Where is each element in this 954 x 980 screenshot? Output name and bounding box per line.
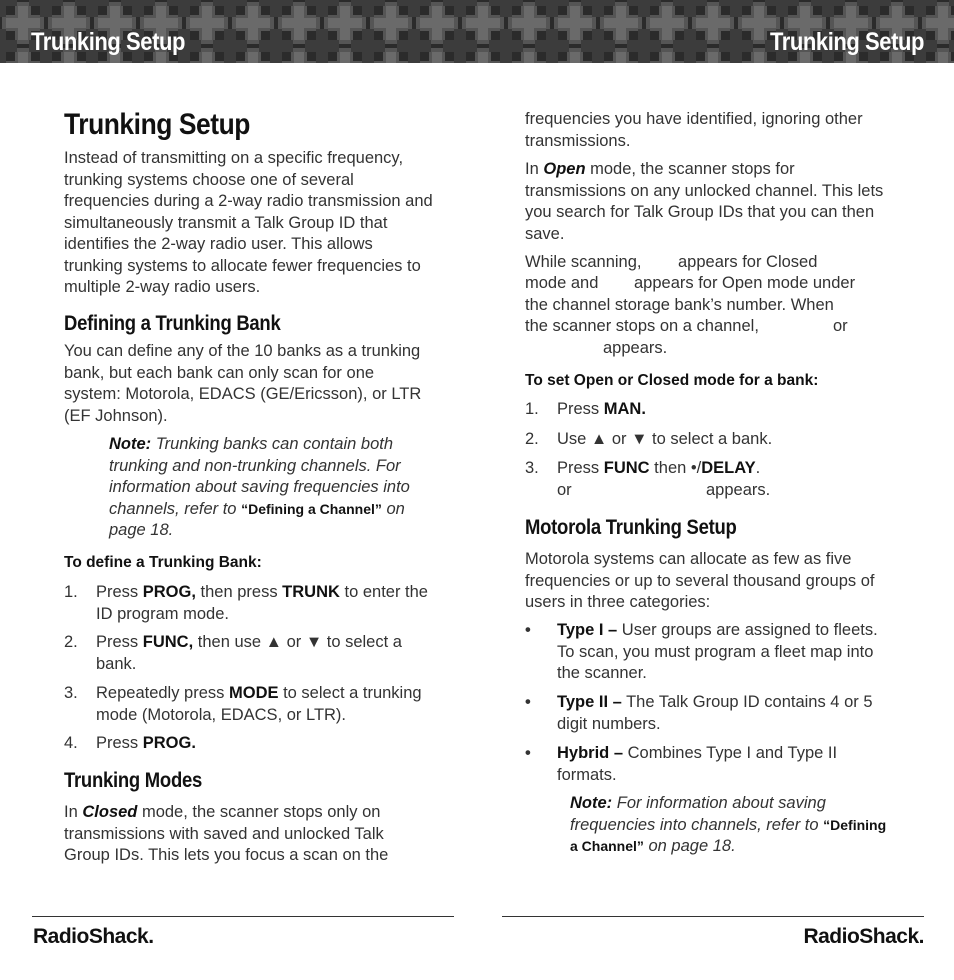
radioshack-logo-right: RadioShack. — [803, 925, 924, 948]
note-label: Note: — [109, 435, 152, 453]
key-trunk: TRUNK — [282, 583, 340, 601]
defining-bank-paragraph: You can define any of the 10 banks as a trunking bank, but each bank can only scan for one system: Motorola, EDACS (GE/Ericsson), or LTR (EF Johnson). — [64, 342, 422, 425]
intro-paragraph: Instead of transmitting on a specific frequency, trunking systems choose one of several frequencies during a 2-way radio transmission and simultaneously transmit a Talk Group ID that identifies the 2-way radio user. This allows trunking systems to allocate fewer frequencies to multiple 2-way radio users. — [64, 149, 433, 296]
header-title-left: Trunking Setup — [31, 28, 185, 56]
mode-step-2 — [525, 429, 895, 451]
mode-step-1 — [525, 399, 895, 421]
open-mode-paragraph: In Open mode, the scanner stops for transmissions on any unlocked channel. This lets you search for Talk Group IDs that you can then save. — [525, 160, 884, 243]
step-number: 4. — [64, 734, 78, 752]
note-text: For information about saving frequencies into channels, refer to — [570, 794, 826, 834]
note-suffix: on page 18. — [643, 837, 736, 855]
step-number: 1. — [525, 400, 539, 418]
bullet-hybrid: • Hybrid – Combines Type I and Type II formats. — [525, 744, 838, 784]
define-step-3 — [64, 683, 434, 727]
step-number: 1. — [64, 583, 78, 601]
step-text: Press FUNC, then use ▲ or ▼ to select a bank. — [96, 633, 402, 673]
bullet-label: Type II – — [557, 693, 622, 711]
step-text: Use ▲ or ▼ to select a bank. — [557, 430, 773, 448]
key-mode: MODE — [229, 684, 279, 702]
bullet-type-2: • Type II – The Talk Group ID contains 4 or 5 digit numbers. — [525, 693, 873, 733]
bullet-label: Hybrid – — [557, 744, 624, 762]
bullet-symbol: • — [525, 621, 531, 639]
define-procedure-heading: To define a Trunking Bank: — [64, 554, 262, 571]
motorola-heading: Motorola Trunking Setup — [525, 516, 737, 539]
step-number: 3. — [525, 459, 539, 477]
key-func: FUNC, — [142, 633, 194, 651]
define-step-2 — [64, 632, 434, 676]
note-text: Trunking banks can contain both trunking and non-trunking channels. For information about saving frequencies into channels, refer to — [109, 435, 410, 518]
radioshack-logo-left: RadioShack. — [33, 925, 154, 948]
closed-term: Closed — [82, 803, 138, 821]
footer-rule-left — [32, 916, 454, 917]
key-prog: PROG, — [142, 583, 196, 601]
step-text: Press FUNC then •/DELAY. — [557, 459, 761, 477]
bullet-label: Type I – — [557, 621, 618, 639]
step-text: Press PROG, then press TRUNK to enter the ID program mode. — [96, 583, 428, 623]
page-header — [0, 0, 954, 63]
motorola-paragraph: Motorola systems can allocate as few as five frequencies or up to several thousand groups of users in three categories: — [525, 550, 875, 611]
note-cross-reference: “Defining a Channel” — [241, 500, 382, 517]
note-cross-reference: “Defining a Channel” — [570, 816, 887, 854]
closed-mode-paragraph: In Closed mode, the scanner stops only on transmissions with saved and unlocked Talk Group IDs. This lets you focus a scan on the — [64, 803, 389, 864]
open-closed-procedure-heading: To set Open or Closed mode for a bank: — [525, 372, 819, 389]
step-number: 2. — [64, 633, 78, 651]
mode-step-3: 3. Press FUNC then •/DELAY. or appears. — [525, 458, 895, 502]
define-step-1 — [64, 582, 434, 626]
header-title-right: Trunking Setup — [770, 28, 924, 56]
note-suffix: on page 18. — [109, 499, 405, 539]
define-step-4 — [64, 733, 434, 755]
left-note — [109, 434, 434, 542]
key-man: MAN. — [603, 400, 646, 418]
step-number: 2. — [525, 430, 539, 448]
bullet-type-1: • Type I – User groups are assigned to fleets. To scan, you must program a fleet map into the scanner. — [525, 621, 878, 682]
page-title: Trunking Setup — [64, 108, 250, 141]
defining-bank-heading: Defining a Trunking Bank — [64, 312, 281, 335]
scan-indicator-paragraph: While scanning, appears for Closed mode and appears for Open mode under the channel storage bank’s number. When the scanner stops on a channel, or appears. — [525, 253, 856, 357]
trunking-modes-heading: Trunking Modes — [64, 769, 202, 792]
step-text: Press MAN. — [557, 400, 646, 418]
key-delay: DELAY — [701, 459, 756, 477]
key-prog: PROG. — [142, 734, 196, 752]
key-func: FUNC — [603, 459, 650, 477]
step-text: Repeatedly press MODE to select a trunking mode (Motorola, EDACS, or LTR). — [96, 684, 422, 724]
bullet-symbol: • — [525, 744, 531, 762]
note-label: Note: — [570, 794, 613, 812]
bullet-symbol: • — [525, 693, 531, 711]
right-note — [570, 793, 895, 858]
continued-paragraph: frequencies you have identified, ignoring other transmissions. — [525, 110, 863, 150]
step-text: Press PROG. — [96, 734, 196, 752]
open-term: Open — [543, 160, 586, 178]
footer-rule-right — [502, 916, 924, 917]
step-number: 3. — [64, 684, 78, 702]
